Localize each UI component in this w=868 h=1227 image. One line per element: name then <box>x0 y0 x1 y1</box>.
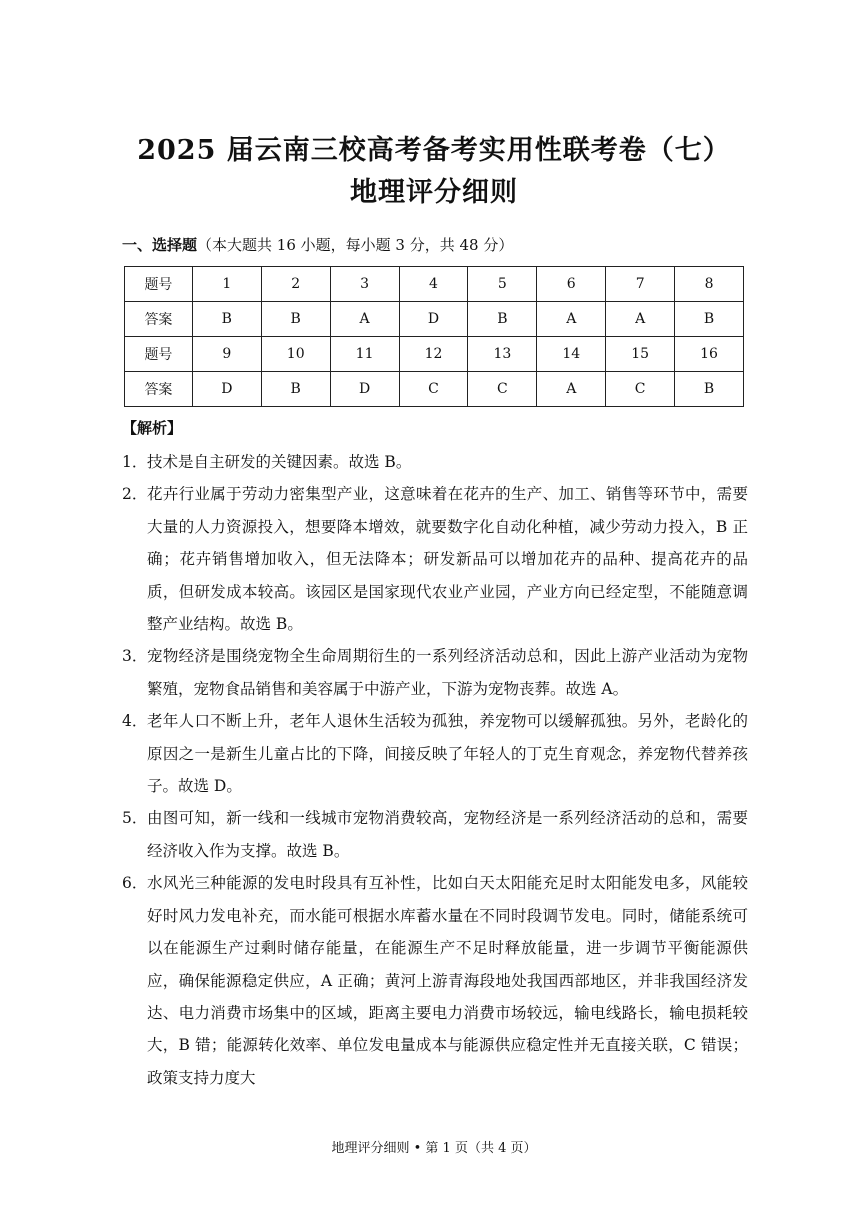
list-item <box>122 446 748 478</box>
table-row <box>125 372 744 407</box>
question-number: 3 <box>330 267 399 302</box>
question-number: 10 <box>261 337 330 372</box>
question-number: 9 <box>192 337 261 372</box>
row-header: 题号 <box>125 267 193 302</box>
answer-cell: D <box>399 302 468 337</box>
question-number: 16 <box>675 337 744 372</box>
row-header: 答案 <box>125 372 193 407</box>
item-text: 由图可知，新一线和一线城市宠物消费较高，宠物经济是一系列经济活动的总和，需要经济收入作为支撑。故选 B。 <box>147 809 748 860</box>
answer-cell: A <box>537 372 606 407</box>
answer-cell: C <box>468 372 537 407</box>
list-item <box>122 867 748 1094</box>
question-number: 7 <box>606 267 675 302</box>
item-number: 1． <box>122 453 148 471</box>
row-header: 题号 <box>125 337 193 372</box>
question-number: 12 <box>399 337 468 372</box>
answer-cell: D <box>330 372 399 407</box>
question-number: 15 <box>606 337 675 372</box>
page-title: 2025 届云南三校高考备考实用性联考卷（七） <box>137 135 731 166</box>
answer-cell: B <box>468 302 537 337</box>
answer-cell: B <box>192 302 261 337</box>
table-row <box>125 267 744 302</box>
answer-cell: B <box>675 372 744 407</box>
question-number: 11 <box>330 337 399 372</box>
question-number: 1 <box>192 267 261 302</box>
answer-cell: C <box>606 372 675 407</box>
answer-cell: B <box>261 302 330 337</box>
item-number: 5． <box>122 809 148 828</box>
section-heading <box>122 234 513 255</box>
item-text: 水风光三种能源的发电时段具有互补性，比如白天太阳能充足时太阳能发电多，风能较好时风力发电补充，而水能可根据水库蓄水量在不同时段调节发电。同时，储能系统可以在能源生产过剩时储存能量，在能源生产不足时释放能量，进一步调节平衡能源供应，确保能源稳定供应，A 正确；黄河上游青海段地处我国西部地区，并非我国经济发达、电力消费市场集中的区域，距离主要电力消费市场较远，输电线路长，输电损耗较大，B 错；能源转化效率、单位发电量成本与能源供应稳定性并无直接关联，C 错误；政策支持力度大 <box>147 874 748 1087</box>
answer-cell: A <box>606 302 675 337</box>
item-number: 6． <box>122 874 148 893</box>
list-item <box>122 478 748 640</box>
question-number: 2 <box>261 267 330 302</box>
answer-cell: B <box>261 372 330 407</box>
question-number: 6 <box>537 267 606 302</box>
item-number: 3． <box>122 647 148 666</box>
question-number: 5 <box>468 267 537 302</box>
analysis-list <box>122 446 748 1094</box>
question-number: 14 <box>537 337 606 372</box>
list-item <box>122 705 748 802</box>
answer-cell: A <box>330 302 399 337</box>
section-label: 一、选择题 <box>122 236 198 254</box>
table-row <box>125 302 744 337</box>
item-number: 2． <box>122 485 148 504</box>
table-row <box>125 337 744 372</box>
answer-cell: A <box>537 302 606 337</box>
item-text: 老年人口不断上升，老年人退休生活较为孤独，养宠物可以缓解孤独。另外，老龄化的原因之一是新生儿童占比的下降，间接反映了年轻人的丁克生育观念，养宠物代替养孩子。故选 D。 <box>147 712 748 796</box>
question-number: 8 <box>675 267 744 302</box>
question-number: 4 <box>399 267 468 302</box>
answer-table <box>124 266 744 407</box>
row-header: 答案 <box>125 302 193 337</box>
item-text: 宠物经济是围绕宠物全生命周期衍生的一系列经济活动总和，因此上游产业活动为宠物繁殖，宠物食品销售和美容属于中游产业，下游为宠物丧葬。故选 A。 <box>147 647 748 698</box>
answer-cell: D <box>192 372 261 407</box>
section-note: （本大题共 16 小题，每小题 3 分，共 48 分） <box>197 236 514 254</box>
item-number: 4． <box>122 712 148 731</box>
page-footer: 地理评分细则 • 第 1 页（共 4 页） <box>331 1141 537 1156</box>
list-item <box>122 802 748 867</box>
answer-cell: B <box>675 302 744 337</box>
analysis-heading: 【解析】 <box>122 419 183 437</box>
item-text: 花卉行业属于劳动力密集型产业，这意味着在花卉的生产、加工、销售等环节中，需要大量的人力资源投入，想要降本增效，就要数字化自动化种植，减少劳动力投入，B 正确；花卉销售增加收入，但无法降本；研发新品可以增加花卉的品种、提高花卉的品质，但研发成本较高。该园区是国家现代农业产业园，产业方向已经定型，不能随意调整产业结构。故选 B。 <box>147 485 748 634</box>
item-text: 技术是自主研发的关键因素。故选 B。 <box>147 453 412 471</box>
answer-cell: C <box>399 372 468 407</box>
question-number: 13 <box>468 337 537 372</box>
page-subtitle: 地理评分细则 <box>350 177 518 208</box>
list-item <box>122 640 748 705</box>
